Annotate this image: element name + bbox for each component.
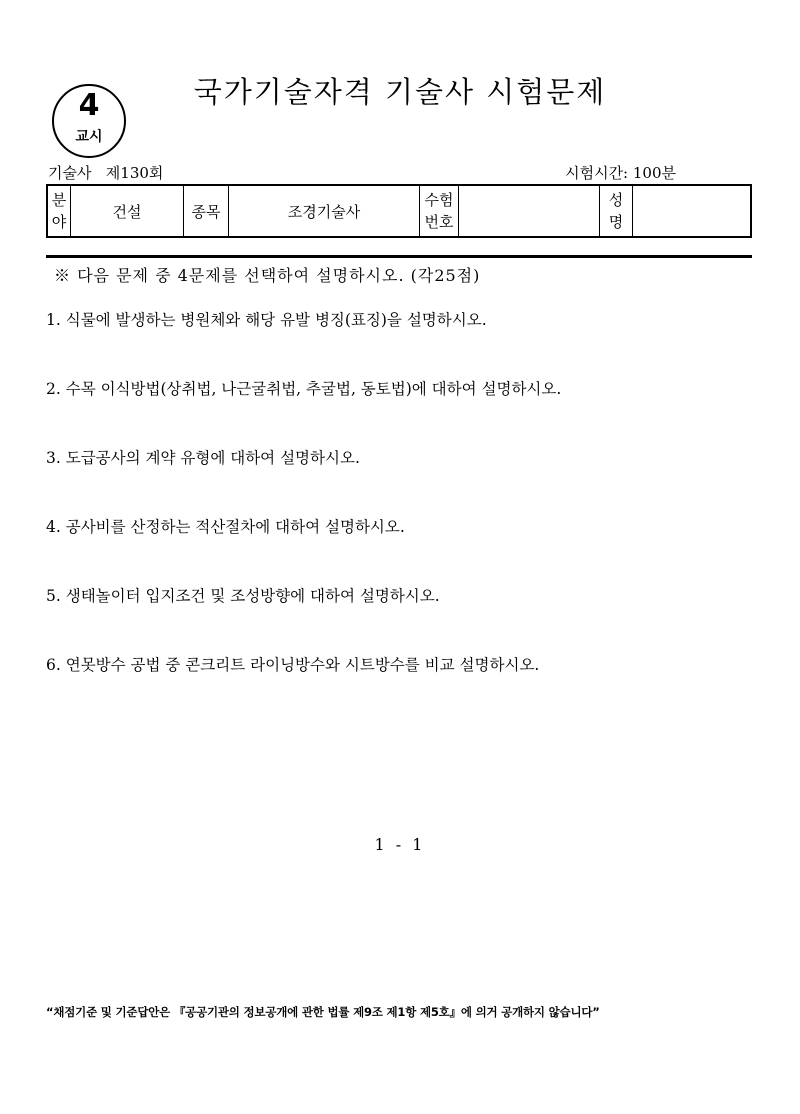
page-number: 1 - 1	[374, 835, 426, 854]
name-field[interactable]	[633, 185, 752, 237]
session-number: 4	[78, 88, 100, 123]
exam-info-table	[46, 184, 752, 238]
field-label: 분 야	[47, 185, 71, 237]
category-label: 종목	[184, 185, 229, 237]
exam-number-field[interactable]	[459, 185, 600, 237]
section-divider	[46, 255, 752, 258]
instruction-text: ※ 다음 문제 중 4문제를 선택하여 설명하시오. (각25점)	[54, 266, 481, 285]
exam-round: 제130회	[105, 164, 164, 182]
name-label: 성 명	[600, 185, 633, 237]
session-label: 교시	[75, 129, 103, 145]
exam-info	[48, 163, 163, 183]
category-value: 조경기술사	[229, 185, 420, 237]
question-list	[46, 306, 766, 720]
disclaimer-footer: “채점기준 및 기준답안은 『공공기관의 정보공개에 관한 법률 제9조 제1항 제5호』에 의거 공개하지 않습니다”	[46, 1005, 600, 1019]
question-item: 3. 도급공사의 계약 유형에 대하여 설명하시오.	[46, 449, 360, 467]
exam-number-label: 수험 번호	[420, 185, 459, 237]
question-item: 4. 공사비를 산정하는 적산절차에 대하여 설명하시오.	[46, 518, 405, 536]
session-badge	[52, 84, 126, 158]
field-value: 건설	[71, 185, 184, 237]
question-item: 1. 식물에 발생하는 병원체와 해당 유발 병징(표징)을 설명하시오.	[46, 311, 487, 329]
exam-duration: 시험시간: 100분	[565, 164, 676, 182]
question-item: 2. 수목 이식방법(상취법, 나근굴취법, 추굴법, 동토법)에 대하여 설명하시오.	[46, 380, 562, 398]
question-item: 6. 연못방수 공법 중 콘크리트 라이닝방수와 시트방수를 비교 설명하시오.	[46, 656, 540, 674]
page-title: 국가기술자격 기술사 시험문제	[193, 75, 607, 109]
exam-type: 기술사	[48, 164, 92, 182]
question-item: 5. 생태놀이터 입지조건 및 조성방향에 대하여 설명하시오.	[46, 587, 440, 605]
